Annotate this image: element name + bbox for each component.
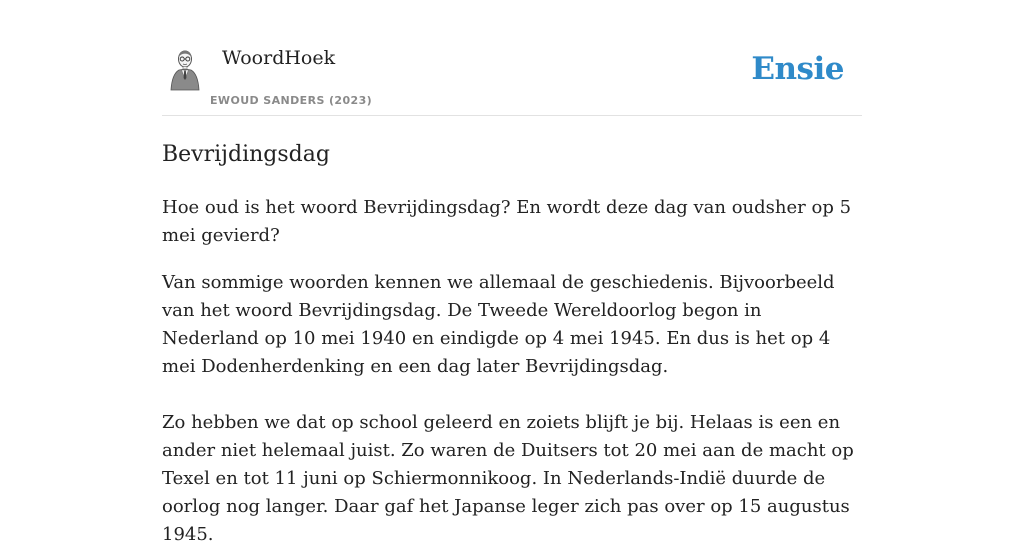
site-header (162, 0, 862, 116)
author-portrait-icon[interactable] (168, 48, 208, 90)
site-title-link[interactable]: WoordHoek (222, 47, 336, 69)
brand-logo[interactable]: Ensie (751, 51, 844, 87)
author-byline: EWOUD SANDERS (2023) (210, 94, 373, 107)
content-column (162, 0, 862, 549)
article-intro: Hoe oud is het woord Bevrijdingsdag? En wordt deze dag van oudsher op 5 mei gevierd? (162, 197, 852, 246)
article-paragraph: Zo hebben we dat op school geleerd en zoiets blijft je bij. Helaas is een en ander niet helemaal juist. Zo waren de Duitsers tot 20 mei aan de macht op Texel en tot 11 juni op Schiermonnikoog. In Nederlands-Indië duurde de oorlog nog langer. Daar gaf het Japanse leger zich pas over op 15 augustus 1945. (162, 412, 854, 545)
article-title: Bevrijdingsdag (162, 142, 330, 167)
article-paragraph: Van sommige woorden kennen we allemaal de geschiedenis. Bijvoorbeeld van het woord Bevrijdingsdag. De Tweede Wereldoorlog begon in Nederland op 10 mei 1940 en eindigde op 4 mei 1945. En dus is het op 4 mei Dodenherdenking en een dag later Bevrijdingsdag. (162, 272, 835, 377)
